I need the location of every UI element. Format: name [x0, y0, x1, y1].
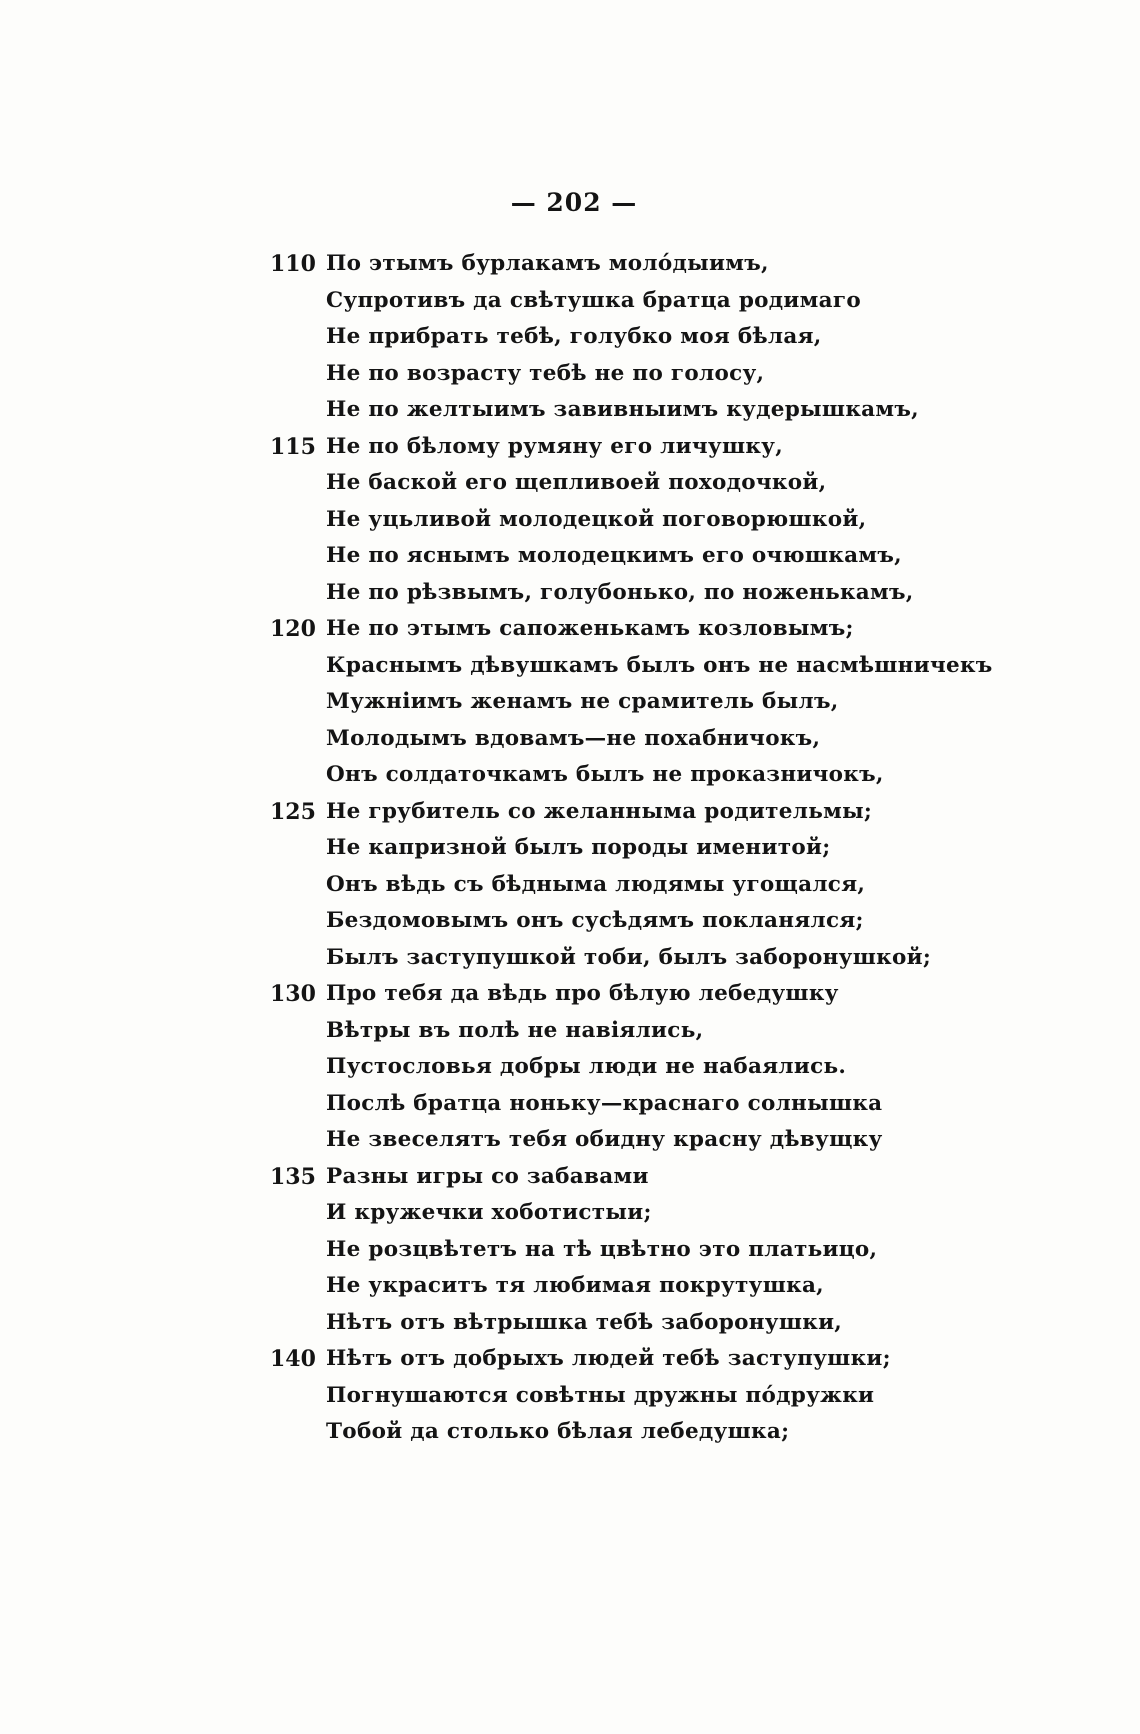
line-text: Краснымъ дѣвушкамъ былъ онъ не насмѣшничекъ — [326, 652, 993, 678]
line-text: Не звеселятъ тебя обидну красну дѣвущку — [326, 1127, 883, 1152]
line-text: Онъ вѣдь съ бѣднымa людямы угощался, — [326, 871, 866, 897]
verse-line — [0, 757, 1140, 794]
verse-block — [0, 246, 1140, 1451]
line-text: Не грубитель со желанныма родительмы; — [326, 798, 873, 824]
line-text: Не по возрасту тебѣ не по голосу, — [326, 360, 765, 386]
verse-line — [0, 502, 1140, 539]
line-text: Вѣтры въ полѣ не навіялись, — [326, 1017, 704, 1043]
verse-line — [0, 1341, 1140, 1378]
line-text: Не уцьливой молодецкой поговорюшкой, — [326, 506, 867, 532]
verse-line — [0, 976, 1140, 1013]
line-text: И кружечки хоботистыи; — [326, 1200, 652, 1225]
verse-line — [0, 246, 1140, 283]
line-number: 125 — [270, 798, 316, 825]
verse-line — [0, 1013, 1140, 1050]
line-text: Мужніимъ женамъ не срамитель былъ, — [326, 689, 839, 714]
line-text: Былъ заступушкой тоби, былъ заборонушкой; — [326, 944, 932, 970]
line-number: 110 — [270, 251, 316, 277]
line-text: Погнушаются совѣтны дружны пóдружки — [326, 1382, 875, 1408]
line-text: Онъ солдаточкамъ былъ не проказничокъ, — [326, 762, 884, 787]
verse-line — [0, 392, 1140, 429]
verse-line — [0, 283, 1140, 320]
line-text: Тобой да столько бѣлая лебедушка; — [326, 1419, 790, 1444]
line-text: Нѣтъ отъ вѣтрышка тебѣ заборонушки, — [326, 1309, 843, 1335]
page-number: — 202 — — [510, 188, 638, 217]
verse-line — [0, 1268, 1140, 1305]
line-text: Молодымъ вдовамъ—не похабничокъ, — [326, 725, 821, 751]
line-text: Не по рѣзвымъ, голубонько, по ноженькамъ, — [326, 579, 914, 605]
line-text: Нѣтъ отъ добрыхъ людей тебѣ заступушки; — [326, 1346, 891, 1371]
line-text: Не баской его щепливоей походочкой, — [326, 470, 827, 495]
line-number: 120 — [270, 616, 316, 642]
verse-line — [0, 867, 1140, 904]
verse-line — [0, 1195, 1140, 1232]
verse-line — [0, 1232, 1140, 1269]
verse-line — [0, 465, 1140, 502]
verse-line — [0, 648, 1140, 685]
line-text: Пустословья добры люди не набаялись. — [326, 1054, 847, 1079]
verse-line — [0, 903, 1140, 940]
line-number: 130 — [270, 981, 316, 1007]
verse-line — [0, 1378, 1140, 1415]
verse-line — [0, 1305, 1140, 1342]
line-text: Не украситъ тя любимая покрутушка, — [326, 1273, 824, 1298]
verse-line — [0, 684, 1140, 721]
verse-line — [0, 1414, 1140, 1451]
line-text: По этымъ бурлакамъ молóдыимъ, — [326, 251, 769, 276]
verse-line — [0, 1122, 1140, 1159]
verse-line — [0, 1049, 1140, 1086]
verse-line — [0, 794, 1140, 831]
verse-line — [0, 830, 1140, 867]
line-text: Не по желтыимъ завивныимъ кудерышкамъ, — [326, 397, 919, 422]
line-text: Про тебя да вѣдь про бѣлую лебедушку — [326, 981, 839, 1006]
line-text: Супротивъ да свѣтушка братца родимаго — [326, 287, 861, 313]
verse-line — [0, 538, 1140, 575]
verse-line — [0, 575, 1140, 612]
line-text: Не капризной былъ породы именитой; — [326, 835, 831, 860]
line-text: Не по этымъ сапоженькамъ козловымъ; — [326, 616, 854, 641]
line-number: 140 — [270, 1346, 316, 1372]
line-text: Не по яснымъ молодецкимъ его очюшкамъ, — [326, 543, 902, 568]
verse-line — [0, 356, 1140, 393]
line-text: Не по бѣлому румяну его личушку, — [326, 433, 784, 459]
line-text: Не прибрать тебѣ, голубко моя бѣлая, — [326, 324, 822, 349]
line-text: Не розцвѣтетъ на тѣ цвѣтно это платьицо, — [326, 1236, 878, 1262]
line-number: 115 — [270, 433, 316, 460]
line-text: Бездомовымъ онъ сусѣдямъ покланялся; — [326, 908, 864, 933]
verse-line — [0, 940, 1140, 977]
verse-line — [0, 721, 1140, 758]
verse-line — [0, 611, 1140, 648]
verse-line — [0, 429, 1140, 466]
line-text: Послѣ братца ноньку—краснаго солнышка — [326, 1090, 883, 1116]
verse-line — [0, 319, 1140, 356]
line-number: 135 — [270, 1163, 316, 1190]
verse-line — [0, 1086, 1140, 1123]
verse-line — [0, 1159, 1140, 1196]
line-text: Разны игры со забавами — [326, 1163, 649, 1189]
